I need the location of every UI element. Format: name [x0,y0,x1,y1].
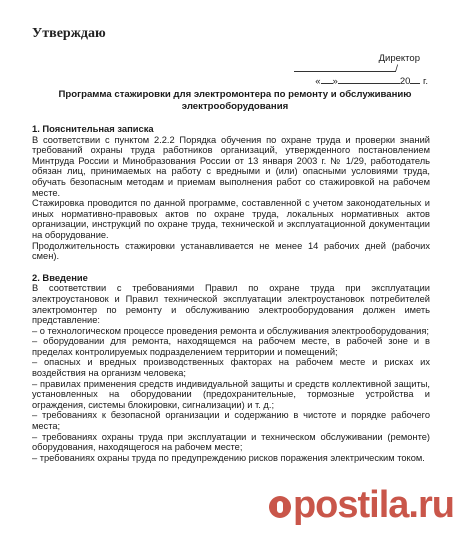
approve-heading: Утверждаю [32,26,106,41]
list-item: – опасных и вредных производственных факторах на рабочем месте и рисках их воздействия на организм человека; [32,357,430,379]
section1-paragraph1: В соответствии с пунктом 2.2.2 Порядка обучения по охране труда и проверки знаний требований охраны труда работников организаций, утвержденного постановлением Минтруда России и Минобразования России от 13 января 2003 г. № 1/29, работодатель обязан лиц, принимаемых на работу с вредными и (или) опасными условиями труда, обучать безопасным методам и приемам выполнения работ со стажировкой на рабочем месте. [32,134,430,198]
watermark-text: postila.ru [292,484,454,526]
date-year-suffix: г. [423,76,428,87]
pin-icon [269,496,291,518]
date-quote-open: « [315,76,321,87]
list-item: – правилах применения средств индивидуальной защиты и средств коллективной защиты, установленных на оборудовании (предохранительные, тормозные устройства и ограждения, системы блокировки, сигнализации) и т. д.; [32,378,430,410]
watermark-logo [269,484,454,527]
approval-date [315,74,428,87]
date-quote-close: » [332,76,338,87]
date-day-blank [321,74,333,84]
list-item: – о технологическом процессе проведения ремонта и обслуживания электрооборудования; [32,325,429,336]
section1-heading: 1. Пояснительная записка [32,123,154,134]
list-item: – требованиях охраны труда по предупреждению рисков поражения электрическим током. [32,452,425,463]
director-label: Директор [378,53,420,64]
list-item: – оборудовании для ремонта, находящемся на рабочем месте, в рабочей зоне и в пределах контролируемых подразделением территории и помещений; [32,336,430,357]
signature-slash: / [395,63,398,74]
section2-heading: 2. Введение [32,271,88,283]
section1-paragraph3: Продолжительность стажировки устанавливается не менее 14 рабочих дней (рабочих смен). [32,240,430,262]
list-item: – требованиях к безопасной организации и содержанию в чистоте и порядке рабочего места; [32,410,430,432]
date-year-prefix: 20 [399,76,411,87]
signature-line [294,64,422,72]
signature-underline [294,71,396,72]
program-title-line2: электрооборудования [181,100,289,112]
list-item: – требованиях охраны труда при эксплуатации и техническом обслуживании (ремонте) оборудования, находящегося на рабочем месте; [32,431,430,453]
section1-paragraph2: Стажировка проводится по данной программе, составленной с учетом законодательных и иных нормативно-правовых актов по охране труда, локальных нормативных актов организации, инструкций по охране труда, технической и эксплуатационной документации на оборудование. [32,198,430,240]
date-month-blank [338,74,400,84]
section2-paragraph1: В соответствии с требованиями Правил по охране труда при эксплуатации электроустановок и Правил технической эксплуатации электроустановок потребителей электромонтер по ремонту и обслуживанию электрооборудования должен иметь представление: [32,283,430,326]
date-year-blank [410,74,420,84]
program-title-line1: Программа стажировки для электромонтера по ремонту и обслуживанию [58,89,412,100]
program-title [40,89,430,112]
document-body [32,124,430,463]
